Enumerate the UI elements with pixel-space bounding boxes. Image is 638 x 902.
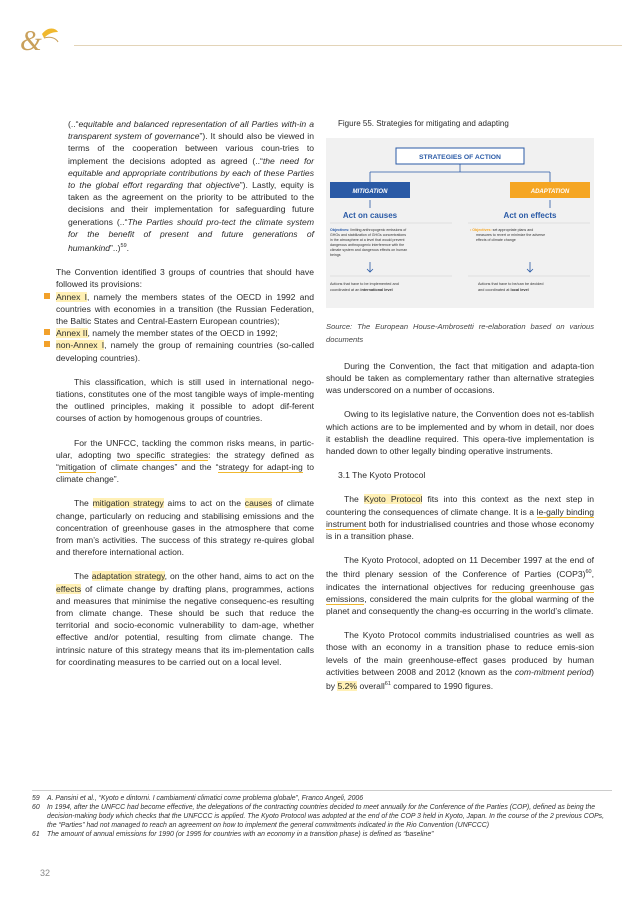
svg-text:• Objectives: set appropriate: • Objectives: set appropriate plans and [470,228,534,233]
svg-text:and coordinated at local level: and coordinated at local level [478,288,529,293]
mitigation-paragraph: The mitigation strategy aims to act on the causes of climate change, particularly on reducing and stabilising emissions and the concentration of greenhouse gases in the atmosphere that come from man’s activities. The success of this strategy re-quires global and therefore international action. [56,498,314,558]
section-heading: 3.1 The Kyoto Protocol [338,470,426,481]
svg-text:in the atmosphere at a level t: in the atmosphere at a level that would prevent [330,238,405,243]
diagram-title: STRATEGIES OF ACTION [419,154,501,162]
figure-source: Source: The European House-Ambrosetti re-elaboration based on various documents [326,322,594,344]
list-item: Annex II, namely the member states of the OECD in 1992; [44,327,314,339]
act-causes-label: Act on causes [342,211,398,221]
svg-text:beings: beings [330,253,341,258]
svg-text:measures to revert or minimize: measures to revert or minimize the adverse [476,233,546,238]
act-effects-label: Act on effects [503,211,557,221]
header-rule [74,45,622,46]
footnotes [32,790,612,839]
footnote: 60 In 1994, after the UNFCC had become effective, the delegations of the contracting countries decided to meet annually for the Conference of the Parties (COP), defined as being the decision-making body which checks that the UNFCCC is applied. The Kyoto Protocol was adopted at the end of the COP 3 held in Kyoto, Japan. In the course of the 2 previous COPs, the “Parties” had not managed to reach an agreement on how to implement the general commitments indicated in the Rio Convention (UNFCCC) [32,804,605,829]
unfcc-paragraph: For the UNFCC, tackling the common risks means, in partic-ular, adopting two specific strategies: the strategy defined as “mitigation of climate changes” and the “strategy for adapt-ing to climate change”. [56,437,314,485]
svg-text:GHGs and stabilization of GHGs: GHGs and stabilization of GHGs concentrations [330,233,407,238]
right-column [326,118,594,704]
mitigation-label: MITIGATION [352,189,388,196]
svg-text:coordinated at an internationa: coordinated at an international level [330,288,393,293]
ampersand-logo-icon [18,24,68,56]
footnote: 59 A. Pansini et al., “Kyoto e dintorni. I cambiamenti climatici come problema globale”, Franco Angeli, 2006 [32,795,364,802]
svg-text:dangerous anthropogenic interf: dangerous anthropogenic interference with the [330,243,405,248]
commits-paragraph: The Kyoto Protocol commits industrialised countries as well as those with an economy in a transition phase to reduce emis-sion levels of the main greenhouse-effect gases produced by human activities between 2008 and 2012 (known as the com-mitment period) by 5.2% overall$^{61}$ compared to 1990 figures. [326,630,594,691]
adopted-paragraph: The Kyoto Protocol, adopted on 11 December 1997 at the end of the third plenary session of the Conference of Parties $(COP3)^{60}$, indicates the international objectives for reducing greenhouse gas emissions, considered the main culprits for the global warming of the planet and consequently the chang-es occurring in the world’s climate. [326,555,594,616]
left-column [56,118,314,680]
svg-text:Objectives: limiting anthropog: Objectives: limiting anthropogenic emissions of [330,228,407,233]
kyoto-paragraph: The Kyoto Protocol fits into this context as the next step in countering the consequences of climate change. It is a le-gally binding instrument both for industrialised countries and those whose economy is in a transition phase. [326,494,594,542]
strategies-diagram [326,138,594,308]
svg-text:climate system and dangerous e: climate system and dangerous effects on human [330,248,408,253]
list-item: non-Annex I, namely the group of remaining countries (so-called developing countries). [44,339,314,363]
svg-text:&: & [20,26,42,56]
svg-text:effects of climate change: effects of climate change [476,238,516,243]
svg-text:Actions that have to be implem: Actions that have to be implemented and [330,282,399,287]
svg-text:Actions that have to be/can be: Actions that have to be/can be decided [478,282,544,287]
adaptation-paragraph: The adaptation strategy, on the other hand, aims to act on the effects of climate change by drafting plans, programmes, actions and measures that minimise the negative consequenc-es resulting from climate change. These should be such that reduce the territorial and socio-economic vulnerability to dam-age, whether effective and/or potential, resulting from climate change. The intrinsic nature of this strategy means that its im-plementation calls for coordinating measures to be carried out on a local level. [56,571,314,667]
intro-paragraph: (..“equitable and balanced representation of all Parties with-in a transparent system of governance”). It should also be viewed in terms of the cooperation between various coun-tries to implement the decisions adopted as agreed (..“the need for equitable and appropriate contributions by each of these Parties to the global effort regarding that objective”). Lastly, equity is taken as the agreement on the priority to be attributed to the decisions and their implementation for safeguarding future generations (..“The Parties should pro-tect the climate system for the benefit of present and future generations of humankind”..)$^{59}$. [68,119,315,253]
groups-intro: The Convention identified 3 groups of countries that should have followed its provisions: [56,267,314,290]
list-item: Annex I, namely the members states of the OECD in 1992 and countries with economies in a transition (the Russian Federation, the Baltic States and Central-Eastern European countries); [44,291,314,328]
page-number: 32 [40,868,51,878]
footnote: 61 The amount of annual emissions for 1990 (or 1995 for countries with an economy in a transition phase) is defined as “baseline” [32,831,434,838]
adaptation-label: ADAPTATION [530,189,570,196]
convention-paragraph: During the Convention, the fact that mitigation and adapta-tion should be taken as complementary rather than alternative strategies was underscored on a number of occasions. [326,360,594,396]
figure-caption: Figure 55. Strategies for mitigating and adapting [338,119,509,128]
classification-paragraph: This classification, which is still used in international nego-tiations, constitutes one of the most tangible ways of imple-menting the outlined principles, making it possible to adopt dif-ferent courses of action by homogenous groups of countries. [56,376,314,424]
legislative-paragraph: Owing to its legislative nature, the Convention does not es-tablish which actions are to be implemented and by whom in detail, nor does it establish the deadline required. This opera-tive implementation is handed down to other legally binding operative instruments. [326,409,594,457]
groups-list [56,291,314,364]
